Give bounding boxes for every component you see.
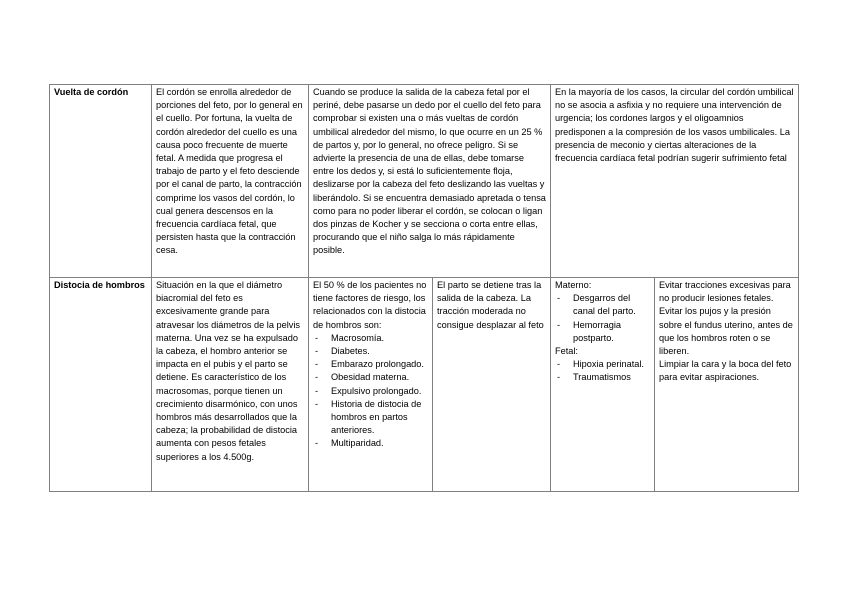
row-header-cell (50, 85, 152, 278)
row-header-cell (50, 278, 152, 492)
list-item: - Desgarros del canal del parto. (555, 292, 650, 318)
list-item: - Embarazo prolongado. (313, 358, 428, 371)
list-item: - Macrosomía. (313, 332, 428, 345)
table-row (50, 85, 799, 278)
complications-cell (551, 85, 799, 278)
risk-factor-list (313, 332, 428, 451)
definition-text: El cordón se enrolla alrededor de porciones del feto, por lo general en el cuello. Por fortuna, la vuelta de cordón alrededor del cuello es una causa poco frecuente de muerte fetal. A medida que progresa el trabajo de parto y el feto desciende por el canal de parto, la contracción comprime los vasos del cordón, lo cual genera descensos en la frecuencia cardíaca fetal, que persisten hasta que la contracción cesa. (156, 87, 303, 256)
list-item: - Traumatismos (555, 371, 650, 384)
diagnosis-text: El parto se detiene tras la salida de la cabeza. La tracción moderada no consigue desplazar al feto (437, 280, 544, 330)
fetal-list (555, 358, 650, 384)
complications-text: En la mayoría de los casos, la circular del cordón umbilical no se asocia a asfixia y no requiere una intervención de urgencia; los cordones largos y el oligoamnios predisponen a la compresión de los vasos umbilicales. La presencia de meconio y ciertas alteraciones de la frecuencia cardíaca fetal podrían sugerir sufrimiento fetal (555, 87, 794, 164)
management-text: Cuando se produce la salida de la cabeza fetal por el periné, debe pasarse un dedo por el cuello del feto para comprobar si existen una o más vueltas de cordón umbilical alrededor del mismo, lo que ocurre en un 25 % de partos y, por lo general, no ofrece peligro. Si se advierte la presencia de una de ellas, debe tomarse entre los dedos y, si está lo suficientemente floja, deslizarse por la cabeza del feto deslizando las vueltas y liberándolo. Si se encuentra demasiado apretada o tensa como para no poder liberar el cordón, se colocan o ligan dos pinzas de Kocher y se secciona o corta entre ellas, procurando que el niño salga lo más rápidamente posible. (313, 87, 546, 256)
complications-cell (551, 278, 655, 492)
management-cell (309, 85, 551, 278)
row-header: Distocia de hombros (54, 280, 145, 290)
list-item: - Expulsivo prolongado. (313, 385, 428, 398)
list-item: - Hipoxia perinatal. (555, 358, 650, 371)
fetal-label: Fetal: (555, 346, 578, 357)
risk-factors-cell (309, 278, 433, 492)
maternal-label: Materno: (555, 280, 592, 290)
definition-cell (152, 278, 309, 492)
prevention-text: Evitar tracciones excesivas para no producir lesiones fetales. (659, 280, 791, 304)
prevention-cell (655, 278, 799, 492)
table-row (50, 278, 799, 492)
prevention-text: Evitar los pujos y la presión sobre el fundus uterino, antes de que los hombros roten o se liberen. (659, 306, 793, 357)
maternal-list (555, 292, 650, 345)
list-item: - Diabetes. (313, 345, 428, 358)
prevention-text: Limpiar la cara y la boca del feto para evitar aspiraciones. (659, 359, 792, 383)
definition-text: Situación en la que el diámetro biacromial del feto es excesivamente grande para atravesar los diámetros de la pelvis materna. Una vez se ha expulsado la cabeza, el hombro anterior se impacta en el pubis y el parto se detiene. Es característico de los macrosomas, porque tienen un crecimiento disarmónico, con unos hombros más desarrollados que la cabeza; la probabilidad de distocia aumenta con pesos fetales superiores a los 4.500g. (156, 280, 301, 462)
diagnosis-cell (433, 278, 551, 492)
list-item: - Obesidad materna. (313, 371, 428, 384)
obstetric-complications-table (49, 84, 799, 492)
row-header: Vuelta de cordón (54, 87, 129, 97)
list-item: - Multiparidad. (313, 437, 428, 450)
list-item: - Historia de distocia de hombros en partos anteriores. (313, 398, 428, 438)
definition-cell (152, 85, 309, 278)
risk-intro: El 50 % de los pacientes no tiene factores de riesgo, los relacionados con la distocia de hombros son: (313, 280, 427, 330)
list-item: - Hemorragia postparto. (555, 319, 650, 345)
